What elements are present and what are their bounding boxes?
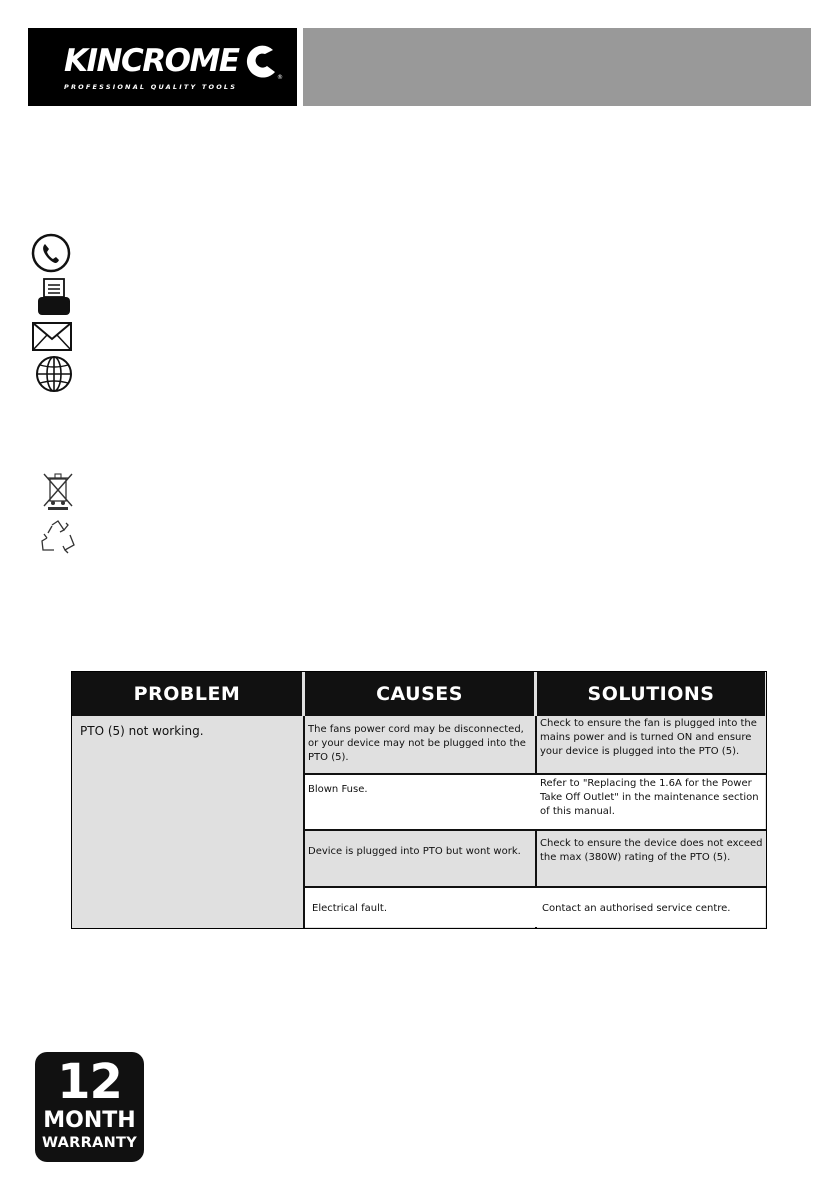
header-bar [303,28,811,106]
brand-name: KINCROME [64,43,239,79]
solution-cell: Contact an authorised service centre. [542,903,731,914]
recycle-icon [38,517,78,557]
wrench-icon [233,42,285,82]
warranty-months-number: 12 [57,1054,122,1110]
warranty-label: WARRANTY [41,1135,138,1151]
brand-tagline: PROFESSIONAL QUALITY TOOLS [64,83,238,91]
fax-icon [36,277,72,317]
warranty-month-label: MONTH [43,1108,136,1133]
causes-header: CAUSES [305,672,534,716]
row-divider [304,886,766,888]
cause-cell: The fans power cord may be disconnected, or your device may not be plugged into the PTO (5). [308,724,526,763]
cause-cell: Device is plugged into PTO but wont work. [308,846,521,857]
row-divider [304,829,766,831]
solutions-header: SOLUTIONS [537,672,765,716]
troubleshooting-table [71,671,767,929]
globe-icon [34,354,74,394]
solution-cell: Check to ensure the device does not exceed the max (380W) rating of the PTO (5). [540,838,763,863]
problem-cell: PTO (5) not working. [80,724,204,738]
email-icon [32,322,72,351]
problem-header: PROBLEM [72,672,302,716]
phone-icon [31,233,71,273]
solution-cell: Refer to "Replacing the 1.6A for the Power Take Off Outlet" in the maintenance section of this manual. [540,778,759,817]
crossed-out-bin-icon [40,471,76,511]
brand-logo [28,28,297,106]
warranty-badge [35,1052,144,1162]
row-divider [304,773,766,775]
cause-cell: Electrical fault. [312,903,388,914]
solution-cell: Check to ensure the fan is plugged into the mains power and is turned ON and ensure your device is plugged into the PTO (5). [540,718,757,757]
registered-mark: ® [277,74,283,81]
cause-cell: Blown Fuse. [308,784,368,795]
